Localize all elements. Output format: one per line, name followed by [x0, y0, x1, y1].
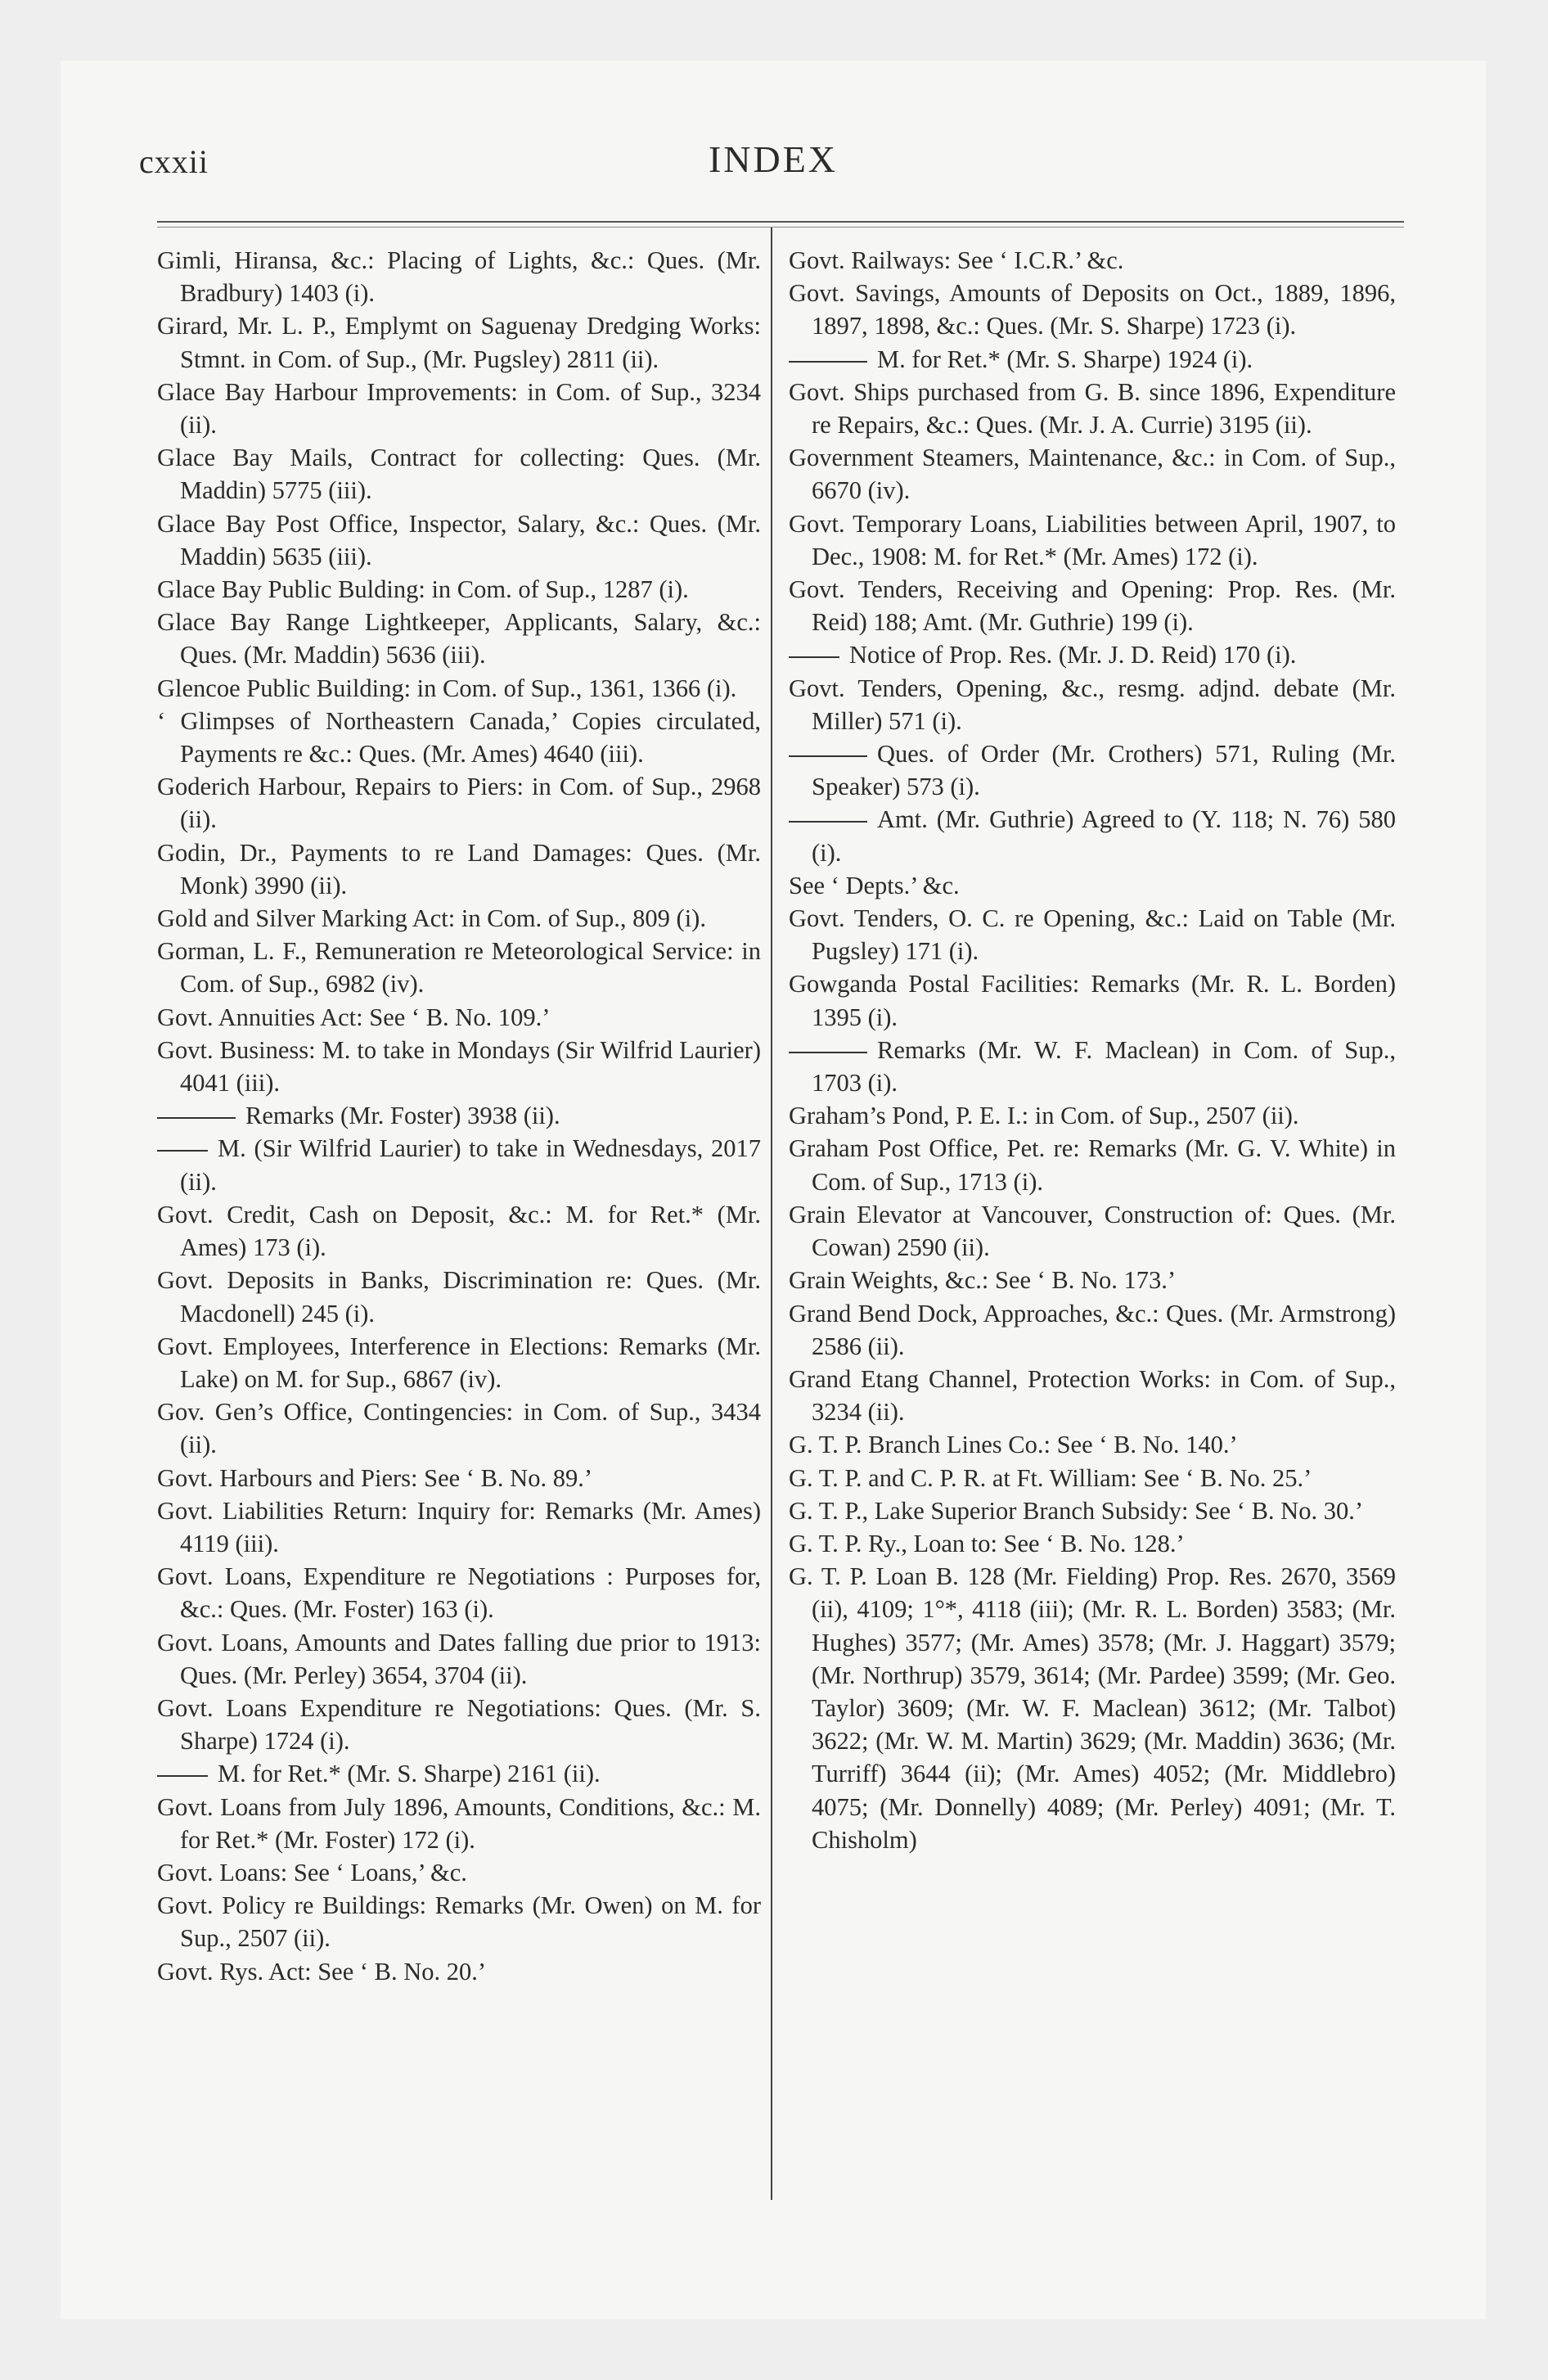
page-number: cxxii — [139, 143, 209, 180]
ditto-dash — [789, 361, 867, 363]
index-entry — [157, 1626, 761, 1692]
index-entry — [157, 770, 761, 836]
index-entry — [157, 1955, 761, 1988]
entry-text: Ques. of Order (Mr. Crothers) 571, Ruling (Mr. Speaker) 573 (i). — [812, 740, 1396, 801]
index-entry — [789, 1560, 1396, 1856]
entry-text: Grand Etang Channel, Protection Works: in Com. of Sup., 3234 (ii). — [789, 1364, 1396, 1427]
index-subentry — [157, 1099, 761, 1132]
entry-text: Govt. Loans: See ‘ Loans,’ &c. — [157, 1858, 467, 1886]
index-entry — [157, 1692, 761, 1757]
index-entry — [789, 1264, 1396, 1296]
entry-text: Govt. Harbours and Piers: See ‘ B. No. 89.’ — [157, 1463, 592, 1492]
index-entry — [157, 376, 761, 441]
index-entry — [157, 507, 761, 573]
entry-text: Gorman, L. F., Remuneration re Meteorological Service: in Com. of Sup., 6982 (iv). — [157, 937, 761, 998]
index-entry — [789, 1363, 1396, 1428]
ditto-dash — [789, 755, 867, 757]
index-entry — [157, 935, 761, 1000]
entry-text: Goderich Harbour, Repairs to Piers: in Com. of Sup., 2968 (ii). — [157, 773, 761, 834]
ditto-dash — [157, 1775, 208, 1777]
index-entry — [157, 672, 761, 705]
ditto-dash — [157, 1117, 236, 1119]
index-entry — [789, 1132, 1396, 1197]
index-entry — [157, 244, 761, 309]
entry-text: M. (Sir Wilfrid Laurier) to take in Wednesdays, 2017 (ii). — [180, 1134, 761, 1196]
entry-text: G. T. P. Ry., Loan to: See ‘ B. No. 128.’ — [789, 1529, 1185, 1557]
entry-text: Govt. Credit, Cash on Deposit, &c.: M. for Ret.* (Mr. Ames) 173 (i). — [157, 1200, 761, 1262]
index-subentry — [789, 343, 1396, 376]
index-entry — [157, 902, 761, 935]
entry-text: Govt. Savings, Amounts of Deposits on Oct., 1889, 1896, 1897, 1898, &c.: Ques. (Mr. S. Sharpe) 1723 (i). — [789, 279, 1396, 340]
index-subentry — [157, 1757, 761, 1790]
index-entry — [789, 244, 1396, 277]
entry-text: Govt. Rys. Act: See ‘ B. No. 20.’ — [157, 1957, 487, 1986]
index-entry — [789, 1297, 1396, 1363]
entry-text: Graham’s Pond, P. E. I.: in Com. of Sup., 2507 (ii). — [789, 1102, 1299, 1130]
entry-text: Glace Bay Public Bulding: in Com. of Sup., 1287 (i). — [157, 575, 689, 604]
ditto-dash — [789, 821, 867, 823]
index-column-left — [157, 244, 761, 1988]
ditto-dash — [789, 656, 839, 658]
index-entry — [157, 1330, 761, 1395]
index-entry — [789, 902, 1396, 967]
index-entry — [157, 606, 761, 671]
index-entry — [157, 1034, 761, 1099]
entry-text: Grain Elevator at Vancouver, Construction of: Ques. (Mr. Cowan) 2590 (ii). — [789, 1200, 1396, 1262]
index-entry — [789, 869, 1396, 902]
index-entry — [789, 573, 1396, 638]
index-entry — [789, 967, 1396, 1033]
entry-text: Glace Bay Harbour Improvements: in Com. of Sup., 3234 (ii). — [157, 377, 761, 439]
entry-text: G. T. P., Lake Superior Branch Subsidy: See ‘ B. No. 30.’ — [789, 1496, 1363, 1525]
index-entry — [789, 1099, 1396, 1132]
entry-text: M. for Ret.* (Mr. S. Sharpe) 1924 (i). — [877, 345, 1253, 373]
index-entry — [789, 1527, 1396, 1560]
index-column-right — [789, 244, 1396, 1856]
index-entry — [157, 1264, 761, 1329]
entry-text: Girard, Mr. L. P., Emplymt on Saguenay Dredging Works: Stmnt. in Com. of Sup., (Mr. Pugsley) 2811 (ii). — [157, 312, 761, 373]
entry-text: Graham Post Office, Pet. re: Remarks (Mr. G. V. White) in Com. of Sup., 1713 (i). — [789, 1134, 1396, 1196]
entry-text: Govt. Ships purchased from G. B. since 1896, Expenditure re Repairs, &c.: Ques. (Mr. J. A. Currie) 3195 (ii). — [789, 377, 1396, 439]
entry-text: Govt. Railways: See ‘ I.C.R.’ &c. — [789, 246, 1124, 274]
entry-text: Govt. Loans Expenditure re Negotiations: Ques. (Mr. S. Sharpe) 1724 (i). — [157, 1693, 761, 1756]
index-entry — [789, 441, 1396, 507]
ditto-dash — [157, 1150, 208, 1152]
index-entry — [789, 672, 1396, 737]
index-entry — [789, 1494, 1396, 1527]
index-subentry — [789, 1034, 1396, 1099]
entry-text: See ‘ Depts.’ &c. — [789, 871, 960, 899]
index-entry — [157, 1395, 761, 1461]
entry-text: Glace Bay Post Office, Inspector, Salary, &c.: Ques. (Mr. Maddin) 5635 (iii). — [157, 509, 761, 570]
index-entry — [157, 1560, 761, 1625]
entry-text: Govt. Tenders, Receiving and Opening: Prop. Res. (Mr. Reid) 188; Amt. (Mr. Guthrie) 199 (i). — [789, 575, 1396, 637]
index-entry — [789, 1198, 1396, 1264]
index-entry — [789, 277, 1396, 342]
entry-text: Godin, Dr., Payments to re Land Damages: Ques. (Mr. Monk) 3990 (ii). — [157, 838, 761, 899]
entry-text: Gimli, Hiransa, &c.: Placing of Lights, &c.: Ques. (Mr. Bradbury) 1403 (i). — [157, 246, 761, 308]
entry-text: Govt. Loans, Amounts and Dates falling due prior to 1913: Ques. (Mr. Perley) 3654, 3704 (ii). — [157, 1628, 761, 1689]
index-entry — [789, 376, 1396, 441]
ditto-dash — [789, 1052, 867, 1053]
entry-text: Glace Bay Range Lightkeeper, Applicants, Salary, &c.: Ques. (Mr. Maddin) 5636 (iii). — [157, 608, 761, 669]
index-entry — [157, 309, 761, 375]
entry-text: Remarks (Mr. W. F. Maclean) in Com. of Sup., 1703 (i). — [812, 1035, 1396, 1098]
entry-text: Govt. Annuities Act: See ‘ B. No. 109.’ — [157, 1003, 551, 1031]
entry-text: G. T. P. and C. P. R. at Ft. William: See ‘ B. No. 25.’ — [789, 1463, 1312, 1492]
index-entry — [157, 1462, 761, 1494]
index-entry — [789, 1462, 1396, 1494]
entry-text: ‘ Glimpses of Northeastern Canada,’ Copies circulated, Payments re &c.: Ques. (Mr. Ames) 4640 (iii). — [157, 706, 761, 769]
index-entry — [157, 705, 761, 770]
entry-text: Govt. Employees, Interference in Elections: Remarks (Mr. Lake) on M. for Sup., 6867 (iv). — [157, 1332, 761, 1393]
entry-text: Remarks (Mr. Foster) 3938 (ii). — [245, 1102, 560, 1130]
index-subentry — [789, 803, 1396, 868]
index-entry — [157, 1198, 761, 1264]
entry-text: Govt. Loans from July 1896, Amounts, Conditions, &c.: M. for Ret.* (Mr. Foster) 172 (i). — [157, 1792, 761, 1854]
index-entry — [789, 1428, 1396, 1461]
entry-text: Gowganda Postal Facilities: Remarks (Mr. R. L. Borden) 1395 (i). — [789, 970, 1396, 1031]
index-entry — [157, 1791, 761, 1856]
entry-text: G. T. P. Branch Lines Co.: See ‘ B. No. 140.’ — [789, 1431, 1238, 1459]
entry-text: Govt. Deposits in Banks, Discrimination re: Ques. (Mr. Macdonell) 245 (i). — [157, 1266, 761, 1327]
index-entry — [157, 1001, 761, 1034]
index-subentry — [157, 1132, 761, 1197]
index-entry — [157, 573, 761, 606]
entry-text: Gold and Silver Marking Act: in Com. of Sup., 809 (i). — [157, 904, 706, 933]
index-subentry — [789, 638, 1396, 671]
index-entry — [157, 1494, 761, 1560]
entry-text: Notice of Prop. Res. (Mr. J. D. Reid) 170 (i). — [849, 641, 1297, 669]
entry-text: Grain Weights, &c.: See ‘ B. No. 173.’ — [789, 1266, 1177, 1295]
index-entry — [157, 1856, 761, 1889]
entry-text: Amt. (Mr. Guthrie) Agreed to (Y. 118; N. 76) 580 (i). — [812, 805, 1396, 867]
entry-text: Govt. Business: M. to take in Mondays (Sir Wilfrid Laurier) 4041 (iii). — [157, 1035, 761, 1098]
entry-text: Glencoe Public Building: in Com. of Sup., 1361, 1366 (i). — [157, 674, 737, 702]
index-entry — [789, 507, 1396, 573]
index-entry — [157, 441, 761, 507]
entry-text: Government Steamers, Maintenance, &c.: in Com. of Sup., 6670 (iv). — [789, 444, 1396, 505]
entry-text: Govt. Loans, Expenditure re Negotiations : Purposes for, &c.: Ques. (Mr. Foster) 163 (i). — [157, 1562, 761, 1624]
entry-text: Glace Bay Mails, Contract for collecting: Ques. (Mr. Maddin) 5775 (iii). — [157, 444, 761, 505]
entry-text: Govt. Policy re Buildings: Remarks (Mr. Owen) on M. for Sup., 2507 (ii). — [157, 1891, 761, 1953]
entry-text: Govt. Temporary Loans, Liabilities between April, 1907, to Dec., 1908: M. for Ret.* (Mr. Ames) 172 (i). — [789, 509, 1396, 570]
entry-text: Govt. Liabilities Return: Inquiry for: Remarks (Mr. Ames) 4119 (iii). — [157, 1496, 761, 1557]
entry-text: Govt. Tenders, Opening, &c., resmg. adjnd. debate (Mr. Miller) 571 (i). — [789, 674, 1396, 735]
header-rule-secondary — [157, 227, 1404, 228]
entry-text: Govt. Tenders, O. C. re Opening, &c.: Laid on Table (Mr. Pugsley) 171 (i). — [789, 904, 1396, 966]
header-rule — [157, 221, 1404, 223]
entry-text: Grand Bend Dock, Approaches, &c.: Ques. (Mr. Armstrong) 2586 (ii). — [789, 1299, 1396, 1360]
entry-text: M. for Ret.* (Mr. S. Sharpe) 2161 (ii). — [218, 1760, 601, 1788]
entry-text: Gov. Gen’s Office, Contingencies: in Com. of Sup., 3434 (ii). — [157, 1398, 761, 1459]
index-entry — [157, 836, 761, 902]
page-title: INDEX — [708, 138, 839, 180]
entry-text: G. T. P. Loan B. 128 (Mr. Fielding) Prop. Res. 2670, 3569 (ii), 4109; 1°*, 4118 (iii); (Mr. R. L. Borden) 3583; (Mr. Hughes) 3577; (Mr. Ames) 3578; (Mr. J. Haggart) 3579; (Mr. Northrup) 3579, 3614; (Mr. Pardee) 3599; (Mr. Geo. Taylor) 3609; (Mr. W. F. Maclean) 3612; (Mr. Talbot) 3622; (Mr. W. M. Martin) 3629; (Mr. Maddin) 3636; (Mr. Turriff) 3644 (ii); (Mr. Ames) 4052; (Mr. Middlebro) 4075; (Mr. Donnelly) 4089; (Mr. Perley) 4091; (Mr. T. Chisholm) — [789, 1562, 1396, 1854]
index-subentry — [789, 737, 1396, 803]
column-divider — [771, 228, 772, 2200]
index-entry — [157, 1889, 761, 1954]
index-page — [61, 61, 1486, 2319]
